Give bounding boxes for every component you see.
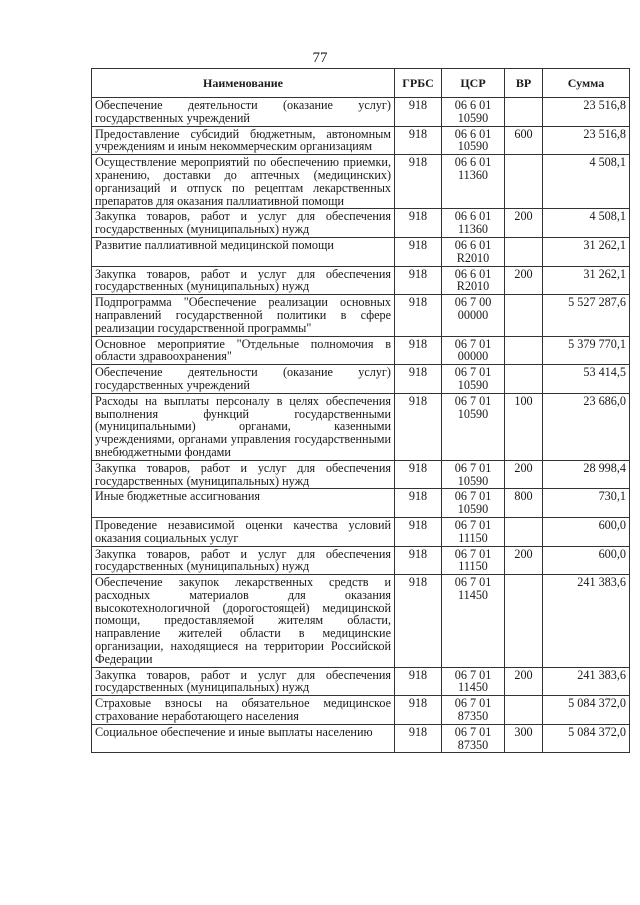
cell-sum: 23 516,8 xyxy=(543,98,630,127)
cell-name: Закупка товаров, работ и услуг для обеспечения государственных (муниципальных) нужд xyxy=(92,266,395,295)
cell-vr: 200 xyxy=(505,460,543,489)
cell-csr: 06 7 01 00000 xyxy=(442,336,505,365)
page-number: 77 xyxy=(312,50,328,66)
cell-sum: 31 262,1 xyxy=(543,266,630,295)
cell-csr: 06 6 01 10590 xyxy=(442,126,505,155)
cell-vr: 800 xyxy=(505,489,543,518)
cell-grbs: 918 xyxy=(395,155,442,209)
cell-name: Иные бюджетные ассигнования xyxy=(92,489,395,518)
table-row xyxy=(92,365,630,394)
cell-name: Закупка товаров, работ и услуг для обеспечения государственных (муниципальных) нужд xyxy=(92,460,395,489)
cell-grbs: 918 xyxy=(395,517,442,546)
table-body xyxy=(92,98,630,753)
cell-vr xyxy=(505,336,543,365)
budget-table xyxy=(91,68,630,753)
cell-vr xyxy=(505,98,543,127)
cell-sum: 241 383,6 xyxy=(543,575,630,668)
cell-name: Расходы на выплаты персоналу в целях обеспечения выполнения функций государственными (муниципальными) органами, казенными учреждениями, органами управления государственными внебюджетными фондами xyxy=(92,393,395,460)
cell-grbs: 918 xyxy=(395,696,442,725)
cell-name: Обеспечение деятельности (оказание услуг) государственных учреждений xyxy=(92,365,395,394)
cell-vr xyxy=(505,237,543,266)
cell-sum: 23 686,0 xyxy=(543,393,630,460)
cell-csr: 06 7 01 10590 xyxy=(442,393,505,460)
cell-grbs: 918 xyxy=(395,724,442,753)
cell-csr: 06 6 01 11360 xyxy=(442,209,505,238)
cell-vr xyxy=(505,696,543,725)
header-csr: ЦСР xyxy=(442,69,505,98)
cell-csr: 06 7 01 87350 xyxy=(442,696,505,725)
cell-name: Предоставление субсидий бюджетным, автономным учреждениям и иным некоммерческим организациям xyxy=(92,126,395,155)
table-row xyxy=(92,98,630,127)
cell-vr: 200 xyxy=(505,209,543,238)
cell-sum: 23 516,8 xyxy=(543,126,630,155)
cell-sum: 4 508,1 xyxy=(543,155,630,209)
cell-csr: 06 7 01 11450 xyxy=(442,575,505,668)
header-vr: ВР xyxy=(505,69,543,98)
cell-grbs: 918 xyxy=(395,237,442,266)
table-row xyxy=(92,336,630,365)
cell-csr: 06 7 01 11150 xyxy=(442,546,505,575)
table-row xyxy=(92,295,630,336)
cell-csr: 06 7 01 10590 xyxy=(442,489,505,518)
cell-csr: 06 7 01 11150 xyxy=(442,517,505,546)
cell-sum: 31 262,1 xyxy=(543,237,630,266)
table-row xyxy=(92,393,630,460)
cell-sum: 241 383,6 xyxy=(543,667,630,696)
cell-grbs: 918 xyxy=(395,336,442,365)
cell-grbs: 918 xyxy=(395,98,442,127)
table-row xyxy=(92,237,630,266)
table-row xyxy=(92,266,630,295)
cell-vr xyxy=(505,155,543,209)
cell-csr: 06 7 01 11450 xyxy=(442,667,505,696)
cell-vr: 600 xyxy=(505,126,543,155)
table-row xyxy=(92,517,630,546)
table-row xyxy=(92,546,630,575)
cell-csr: 06 7 01 87350 xyxy=(442,724,505,753)
cell-name: Подпрограмма "Обеспечение реализации основных направлений государственной политики в сфере реализации государственной программы" xyxy=(92,295,395,336)
cell-grbs: 918 xyxy=(395,365,442,394)
cell-name: Закупка товаров, работ и услуг для обеспечения государственных (муниципальных) нужд xyxy=(92,209,395,238)
cell-name: Обеспечение закупок лекарственных средств и расходных материалов для оказания высокотехнологичной (дорогостоящей) медицинской помощи, предоставляемой жителям области, направление жителей области в медицинские организации, находящиеся на территории Российской Федерации xyxy=(92,575,395,668)
table-row xyxy=(92,460,630,489)
table-row xyxy=(92,489,630,518)
cell-vr: 300 xyxy=(505,724,543,753)
table-row xyxy=(92,575,630,668)
cell-vr: 200 xyxy=(505,546,543,575)
cell-csr: 06 7 01 10590 xyxy=(442,365,505,394)
cell-vr xyxy=(505,295,543,336)
cell-grbs: 918 xyxy=(395,126,442,155)
cell-sum: 4 508,1 xyxy=(543,209,630,238)
cell-grbs: 918 xyxy=(395,393,442,460)
cell-vr: 100 xyxy=(505,393,543,460)
cell-sum: 600,0 xyxy=(543,517,630,546)
cell-grbs: 918 xyxy=(395,266,442,295)
cell-csr: 06 6 01 10590 xyxy=(442,98,505,127)
cell-csr: 06 6 01 R2010 xyxy=(442,266,505,295)
cell-name: Развитие паллиативной медицинской помощи xyxy=(92,237,395,266)
table-row xyxy=(92,724,630,753)
cell-sum: 28 998,4 xyxy=(543,460,630,489)
cell-csr: 06 6 01 R2010 xyxy=(442,237,505,266)
cell-grbs: 918 xyxy=(395,575,442,668)
cell-sum: 53 414,5 xyxy=(543,365,630,394)
cell-grbs: 918 xyxy=(395,295,442,336)
cell-grbs: 918 xyxy=(395,667,442,696)
cell-name: Социальное обеспечение и иные выплаты населению xyxy=(92,724,395,753)
header-name: Наименование xyxy=(92,69,395,98)
cell-sum: 5 084 372,0 xyxy=(543,696,630,725)
header-row xyxy=(92,69,630,98)
cell-sum: 5 084 372,0 xyxy=(543,724,630,753)
cell-vr xyxy=(505,517,543,546)
cell-vr: 200 xyxy=(505,266,543,295)
table-row xyxy=(92,126,630,155)
cell-grbs: 918 xyxy=(395,209,442,238)
cell-grbs: 918 xyxy=(395,489,442,518)
table-header xyxy=(92,69,630,98)
cell-vr xyxy=(505,365,543,394)
cell-csr: 06 7 01 10590 xyxy=(442,460,505,489)
cell-sum: 5 379 770,1 xyxy=(543,336,630,365)
cell-name: Осуществление мероприятий по обеспечению приемки, хранению, доставки до аптечных (медицинских) организаций и отпуск по рецептам лекарственных препаратов для оказания паллиативной помощи xyxy=(92,155,395,209)
table-row xyxy=(92,155,630,209)
cell-csr: 06 6 01 11360 xyxy=(442,155,505,209)
cell-name: Проведение независимой оценки качества условий оказания социальных услуг xyxy=(92,517,395,546)
header-grbs: ГРБС xyxy=(395,69,442,98)
cell-vr xyxy=(505,575,543,668)
cell-name: Страховые взносы на обязательное медицинское страхование неработающего населения xyxy=(92,696,395,725)
cell-name: Закупка товаров, работ и услуг для обеспечения государственных (муниципальных) нужд xyxy=(92,546,395,575)
cell-grbs: 918 xyxy=(395,460,442,489)
cell-name: Закупка товаров, работ и услуг для обеспечения государственных (муниципальных) нужд xyxy=(92,667,395,696)
table-row xyxy=(92,667,630,696)
cell-grbs: 918 xyxy=(395,546,442,575)
table-row xyxy=(92,696,630,725)
cell-name: Основное мероприятие "Отдельные полномочия в области здравоохранения" xyxy=(92,336,395,365)
cell-vr: 200 xyxy=(505,667,543,696)
header-sum: Сумма xyxy=(543,69,630,98)
cell-csr: 06 7 00 00000 xyxy=(442,295,505,336)
cell-sum: 5 527 287,6 xyxy=(543,295,630,336)
cell-sum: 600,0 xyxy=(543,546,630,575)
cell-sum: 730,1 xyxy=(543,489,630,518)
cell-name: Обеспечение деятельности (оказание услуг) государственных учреждений xyxy=(92,98,395,127)
table-row xyxy=(92,209,630,238)
